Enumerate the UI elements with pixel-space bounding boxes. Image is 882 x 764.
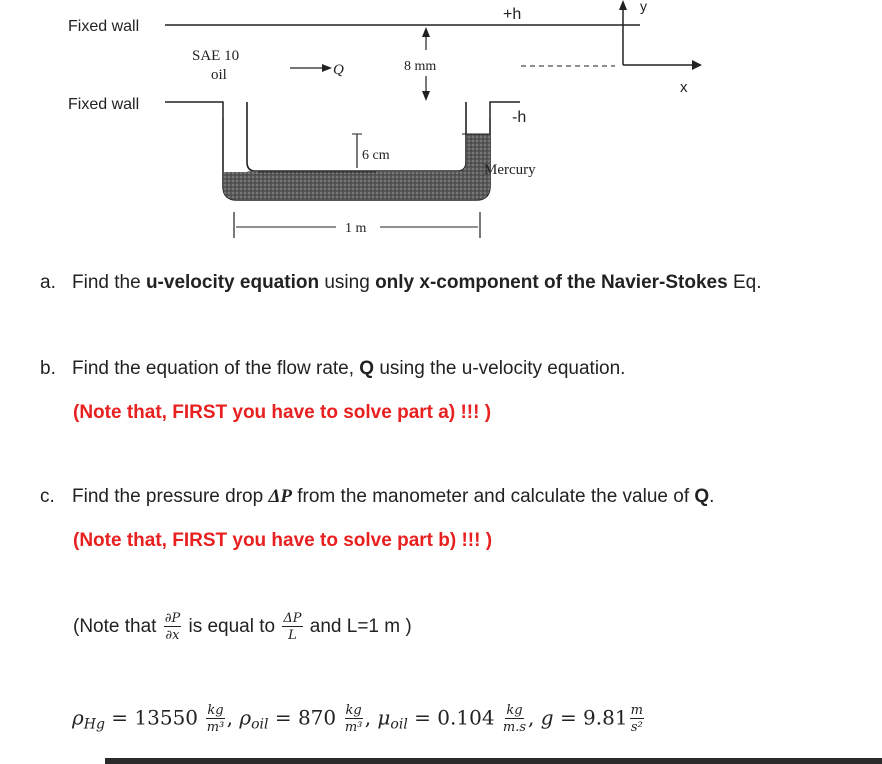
derivative-note xyxy=(73,612,412,642)
manometer-fluid-label: Mercury xyxy=(484,162,536,178)
delta-p-num: ΔP xyxy=(283,611,302,626)
partial-derivative-fraction xyxy=(164,612,181,642)
question-b-bold1: Q xyxy=(359,358,375,379)
y-axis-arrow-icon xyxy=(619,0,627,10)
axis-y-label: y xyxy=(640,0,647,14)
length-den: L xyxy=(288,628,297,643)
question-c-mid: from the manometer and calculate the value of xyxy=(291,486,695,507)
derivative-note-close: and L=1 m ) xyxy=(304,616,412,638)
partial-derivative-num: ∂P xyxy=(164,611,181,626)
gap-label: 8 mm xyxy=(404,59,437,74)
separator-2: , xyxy=(364,705,372,730)
question-a-letter: a. xyxy=(40,272,56,293)
question-c-letter: c. xyxy=(40,486,55,507)
question-c-post: . xyxy=(709,486,715,507)
question-c-symbol: ΔP xyxy=(268,486,292,507)
x-axis-arrow-icon xyxy=(692,60,702,70)
rho-oil-unit xyxy=(345,704,363,734)
rho-oil-sub: oil xyxy=(251,716,269,733)
g-symbol: g xyxy=(540,705,554,730)
axis-x-label: x xyxy=(680,79,688,96)
fluid-label-line1: SAE 10 xyxy=(192,48,240,64)
top-wall-label: Fixed wall xyxy=(68,18,140,35)
question-c xyxy=(40,486,714,508)
rho-oil-value: = 870 xyxy=(274,705,337,730)
question-b-letter: b. xyxy=(40,358,56,379)
bottom-wall-label: Fixed wall xyxy=(68,96,140,113)
rho-hg-value: = 13550 xyxy=(111,705,199,730)
question-b-post: using the u-velocity equation. xyxy=(374,358,626,379)
bottom-scroll-bar xyxy=(105,758,882,764)
g-value: = 9.81 xyxy=(559,705,628,730)
plus-h-label: +h xyxy=(503,6,522,23)
mu-oil-symbol: μ xyxy=(377,705,391,730)
question-c-note: (Note that, FIRST you have to solve part b) !!! ) xyxy=(73,530,493,551)
rho-hg-sub: Hg xyxy=(83,716,105,733)
question-a xyxy=(40,272,762,294)
mu-oil-sub: oil xyxy=(390,716,408,733)
fluid-label-line2: oil xyxy=(211,67,227,83)
gap-arrow-top-icon xyxy=(422,27,430,37)
question-a-post: Eq. xyxy=(727,272,762,293)
derivative-note-open: (Note that xyxy=(73,616,162,638)
rho-oil-unit-den: m³ xyxy=(344,720,363,735)
mu-oil-unit-den: m.s xyxy=(502,720,527,735)
channel-manometer-diagram xyxy=(0,0,882,262)
question-c-pre: Find the pressure drop xyxy=(72,486,269,507)
question-c-bold1: Q xyxy=(694,486,710,507)
derivative-note-mid: is equal to xyxy=(183,616,281,638)
question-b-note: (Note that, FIRST you have to solve part a) !!! ) xyxy=(73,402,492,423)
g-unit-num: m xyxy=(630,703,643,718)
length-label: 1 m xyxy=(345,221,367,236)
fluid-properties xyxy=(72,704,646,734)
mu-oil-value: = 0.104 xyxy=(414,705,495,730)
bottom-fixed-wall-left xyxy=(165,102,223,118)
question-a-mid: using xyxy=(319,272,376,293)
separator-1: , xyxy=(226,705,233,730)
delta-p-over-l-fraction xyxy=(282,612,302,642)
question-b xyxy=(40,358,625,380)
rho-hg-unit xyxy=(206,704,224,734)
rho-hg-unit-den: m³ xyxy=(206,720,225,735)
question-a-pre: Find the xyxy=(72,272,146,293)
mu-oil-unit xyxy=(503,704,526,734)
g-unit xyxy=(630,704,644,734)
gap-arrow-bottom-icon xyxy=(422,91,430,101)
rho-hg-symbol: ρ xyxy=(72,705,84,730)
question-a-bold1: u-velocity equation xyxy=(145,272,320,293)
partial-derivative-den: ∂x xyxy=(165,628,180,643)
question-b-pre: Find the equation of the flow rate, xyxy=(72,358,360,379)
question-a-bold2: only x-component of the Navier-Stokes xyxy=(375,272,728,293)
g-unit-den: s² xyxy=(630,720,643,735)
flow-label: Q xyxy=(333,62,344,78)
height-label: 6 cm xyxy=(362,148,390,163)
mu-oil-unit-num: kg xyxy=(506,703,523,718)
rho-oil-unit-num: kg xyxy=(345,703,362,718)
flow-arrow-icon xyxy=(322,64,332,72)
minus-h-label: -h xyxy=(512,109,527,126)
separator-3: , xyxy=(528,705,535,730)
rho-oil-symbol: ρ xyxy=(239,705,252,730)
rho-hg-unit-num: kg xyxy=(207,703,224,718)
